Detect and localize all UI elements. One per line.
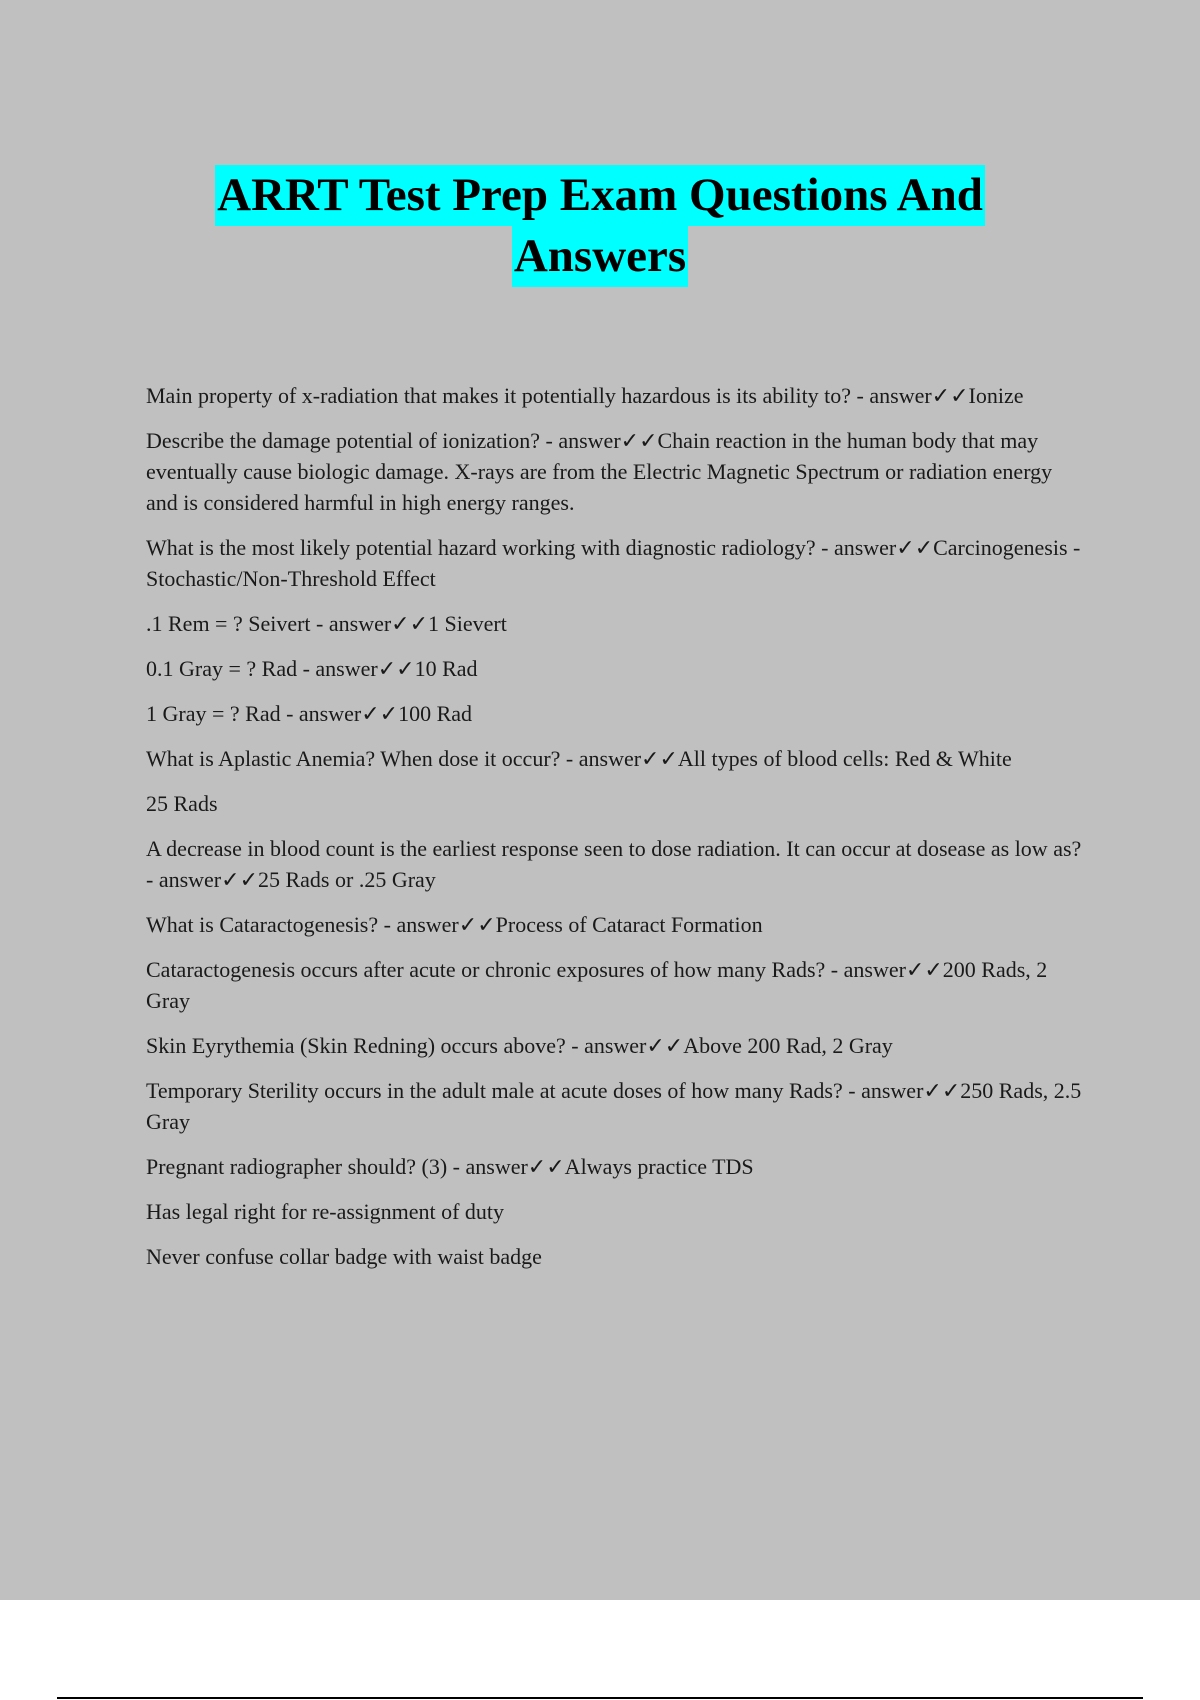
qa-paragraph-1: Main property of x-radiation that makes it potentially hazardous is its ability to? - answer✓✓Ionize	[146, 383, 1024, 408]
title-line-1: ARRT Test Prep Exam Questions And	[215, 165, 985, 226]
document-title	[0, 165, 1200, 287]
qa-paragraph-11: Cataractogenesis occurs after acute or chronic exposures of how many Rads? - answer✓✓200 Rads, 2 Gray	[146, 957, 1048, 1013]
qa-paragraph-13: Temporary Sterility occurs in the adult male at acute doses of how many Rads? - answer✓✓250 Rads, 2.5 Gray	[146, 1078, 1082, 1134]
footer-divider	[57, 1697, 1143, 1699]
title-line-2: Answers	[512, 226, 688, 287]
qa-paragraph-7: What is Aplastic Anemia? When dose it occur? - answer✓✓All types of blood cells: Red & White	[146, 746, 1012, 771]
qa-paragraph-3: What is the most likely potential hazard working with diagnostic radiology? - answer✓✓Carcinogenesis - Stochastic/Non-Threshold Effect	[146, 535, 1081, 591]
qa-paragraph-12: Skin Eyrythemia (Skin Redning) occurs above? - answer✓✓Above 200 Rad, 2 Gray	[146, 1033, 893, 1058]
qa-paragraph-9: A decrease in blood count is the earliest response seen to dose radiation. It can occur at dosease as low as? - answer✓✓25 Rads or .25 Gray	[146, 836, 1082, 892]
qa-paragraph-2: Describe the damage potential of ionization? - answer✓✓Chain reaction in the human body that may eventually cause biologic damage. X-rays are from the Electric Magnetic Spectrum or radiation energy and is considered harmful in high energy ranges.	[146, 428, 1053, 515]
qa-paragraph-16: Never confuse collar badge with waist badge	[146, 1244, 542, 1269]
qa-paragraph-15: Has legal right for re-assignment of duty	[146, 1199, 505, 1224]
qa-paragraph-14: Pregnant radiographer should? (3) - answer✓✓Always practice TDS	[146, 1154, 754, 1179]
qa-paragraph-5: 0.1 Gray = ? Rad - answer✓✓10 Rad	[146, 656, 478, 681]
qa-paragraph-4: .1 Rem = ? Seivert - answer✓✓1 Sievert	[146, 611, 507, 636]
qa-paragraph-6: 1 Gray = ? Rad - answer✓✓100 Rad	[146, 701, 473, 726]
qa-paragraph-8: 25 Rads	[146, 791, 218, 816]
qa-content	[146, 380, 1086, 1286]
qa-paragraph-10: What is Cataractogenesis? - answer✓✓Process of Cataract Formation	[146, 912, 763, 937]
